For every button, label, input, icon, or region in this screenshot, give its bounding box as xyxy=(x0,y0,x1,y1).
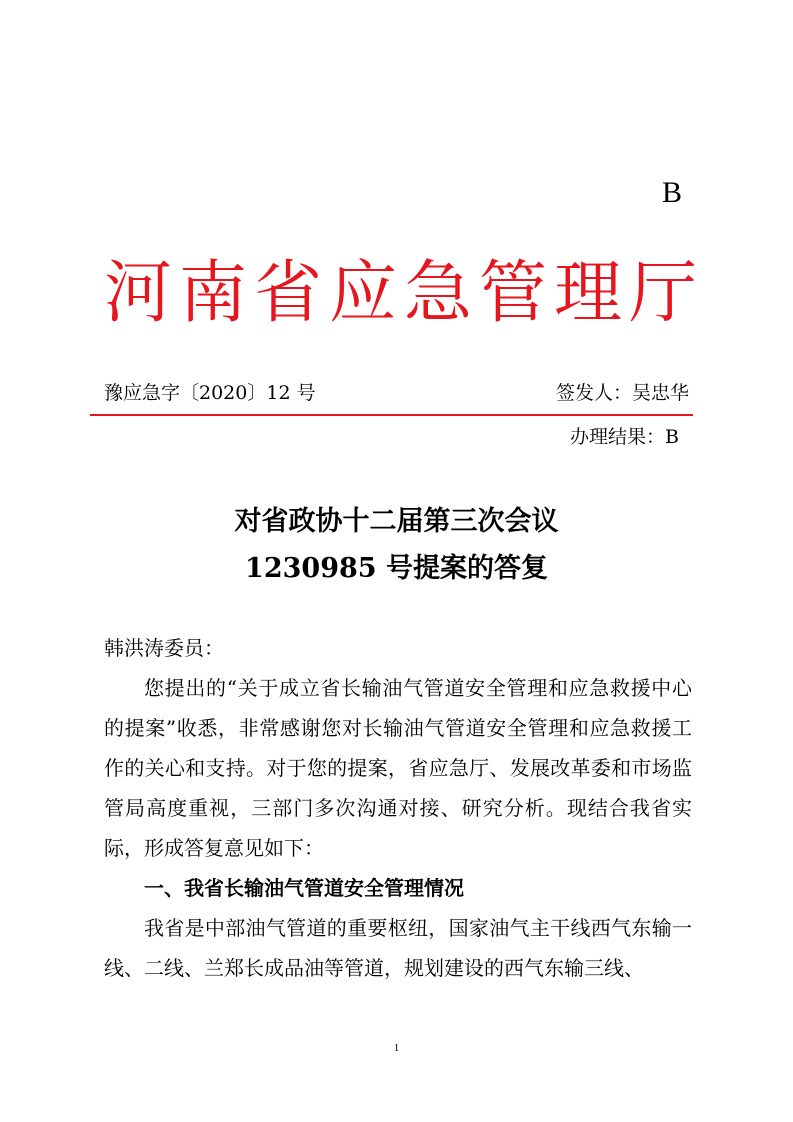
body-paragraph: 您提出的“关于成立省长输油气管道安全管理和应急救援中心的提案”收悉，非常感谢您对长输油气管道安全管理和应急救援工作的关心和支持。对于您的提案，省应急厅、发展改革委和市场监管局高度重视，三部门多次沟通对接、研究分析。现结合我省实际，形成答复意见如下： xyxy=(104,676,692,860)
salutation: 韩洪涛委员： xyxy=(104,636,224,660)
handling-result: 办理结果：B xyxy=(570,426,679,448)
grade-mark: B xyxy=(662,176,683,209)
red-divider xyxy=(90,414,693,416)
signer: 签发人：吴忠华 xyxy=(555,382,689,404)
org-header: 河南省应急管理厅 xyxy=(104,254,705,333)
document-number: 豫应急字〔2020〕12 号 xyxy=(104,382,316,404)
document-body xyxy=(104,628,692,988)
section-paragraph: 我省是中部油气管道的重要枢纽，国家油气主干线西气东输一线、二线、兰郑长成品油等管道，规划建设的西气东输三线、 xyxy=(104,916,692,980)
page-number: 1 xyxy=(393,1042,400,1054)
title-line-2: 1230985 号提案的答复 xyxy=(245,553,548,584)
section-heading: 一、我省长输油气管道安全管理情况 xyxy=(144,876,464,900)
title-line-1: 对省政协十二届第三次会议 xyxy=(234,506,559,537)
document-title xyxy=(90,498,703,592)
